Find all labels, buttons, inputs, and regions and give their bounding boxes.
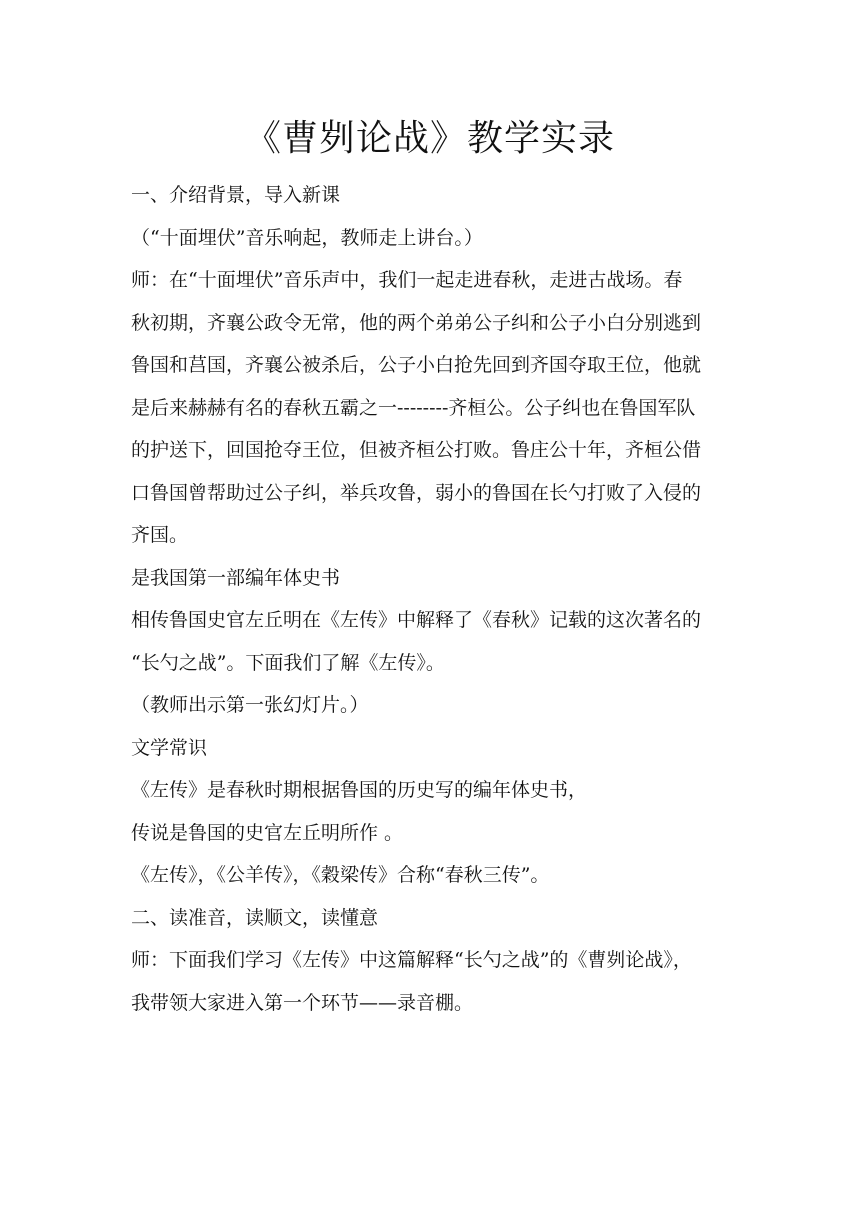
stage-direction: （教师出示第一张幻灯片。） — [131, 694, 369, 716]
stage-direction: （“十面埋伏”音乐响起，教师走上讲台。） — [131, 226, 483, 249]
paragraph-line: 是后来赫赫有名的春秋五霸之一--------齐桓公。公子纠也在鲁国军队 — [131, 396, 696, 419]
text-line: 是我国第一部编年体史书 — [131, 566, 341, 589]
document-title: 《曹刿论战》教学实录 — [244, 118, 615, 159]
text-line: 《左传》是春秋时期根据鲁国的历史写的编年体史书， — [131, 779, 588, 801]
paragraph-line: 师：下面我们学习《左传》中这篇解释“长勺之战”的《曹刿论战》， — [131, 949, 692, 971]
text-line: 传说是鲁国的史官左丘明所作 。 — [131, 821, 404, 844]
paragraph-line: 鲁国和莒国，齐襄公被杀后，公子小白抢先回到齐国夺取王位，他就 — [131, 354, 702, 376]
document-body — [131, 174, 730, 1024]
paragraph-line: 我带领大家进入第一个环节——录音棚。 — [131, 991, 474, 1014]
paragraph-line: 相传鲁国史官左丘明在《左传》中解释了《春秋》记载的这次著名的 — [131, 609, 702, 631]
section-heading-2: 二、读准音，读顺文，读懂意 — [131, 906, 379, 929]
paragraph-line: “长勺之战”。下面我们了解《左传》。 — [131, 651, 445, 674]
paragraph-line: 齐国。 — [131, 524, 189, 546]
paragraph-line: 的护送下，回国抢夺王位，但被齐桓公打败。鲁庄公十年，齐桓公借 — [131, 439, 702, 461]
subheading: 文学常识 — [131, 736, 208, 759]
text-line: 《左传》，《公羊传》，《穀梁传》合称“春秋三传”。 — [131, 864, 550, 886]
section-heading-1: 一、介绍背景，导入新课 — [131, 184, 341, 206]
paragraph-line: 口鲁国曾帮助过公子纠，举兵攻鲁，弱小的鲁国在长勺打败了入侵的 — [131, 481, 702, 504]
paragraph-line: 师：在“十面埋伏”音乐声中，我们一起走进春秋，走进古战场。春 — [131, 269, 683, 291]
paragraph-line: 秋初期，齐襄公政令无常，他的两个弟弟公子纠和公子小白分别逃到 — [131, 311, 702, 334]
